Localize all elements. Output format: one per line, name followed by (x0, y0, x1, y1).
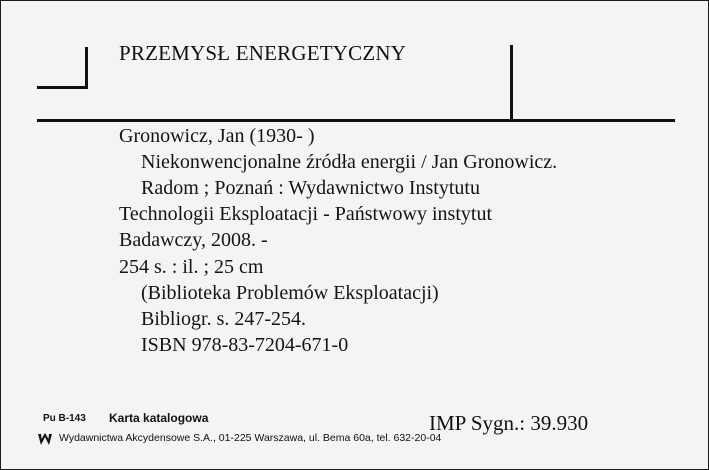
imprint-line-3: Badawczy, 2008. - (119, 229, 268, 251)
corner-mark-horizontal (37, 86, 88, 89)
heading-right-divider (510, 45, 513, 119)
heading-rule (37, 119, 675, 122)
publisher-imprint: Wydawnictwa Akcydensowe S.A., 01-225 Warszawa, ul. Bema 60a, tel. 632-20-04 (59, 432, 442, 444)
form-title: Karta katalogowa (109, 411, 209, 425)
bibliography-note-line: Bibliogr. s. 247-254. (141, 308, 307, 330)
title-line: Niekonwencjonalne źródła energii / Jan Gronowicz. (141, 151, 558, 173)
call-number: IMP Sygn.: 39.930 (429, 411, 589, 435)
subject-heading: PRZEMYSŁ ENERGETYCZNY (119, 41, 407, 65)
isbn-line: ISBN 978-83-7204-671-0 (141, 334, 349, 356)
series-line: (Biblioteka Problemów Eksploatacji) (141, 282, 439, 304)
imprint-line-2: Technologii Eksploatacji - Państwowy instytut (119, 203, 492, 225)
physical-description-line: 254 s. : il. ; 25 cm (119, 256, 264, 278)
corner-mark-vertical (85, 47, 88, 89)
author-line: Gronowicz, Jan (1930- ) (119, 125, 315, 147)
publisher-logo-icon (37, 431, 53, 447)
form-code: Pu B-143 (43, 413, 86, 424)
imprint-line-1: Radom ; Poznań : Wydawnictwo Instytutu (141, 177, 480, 199)
